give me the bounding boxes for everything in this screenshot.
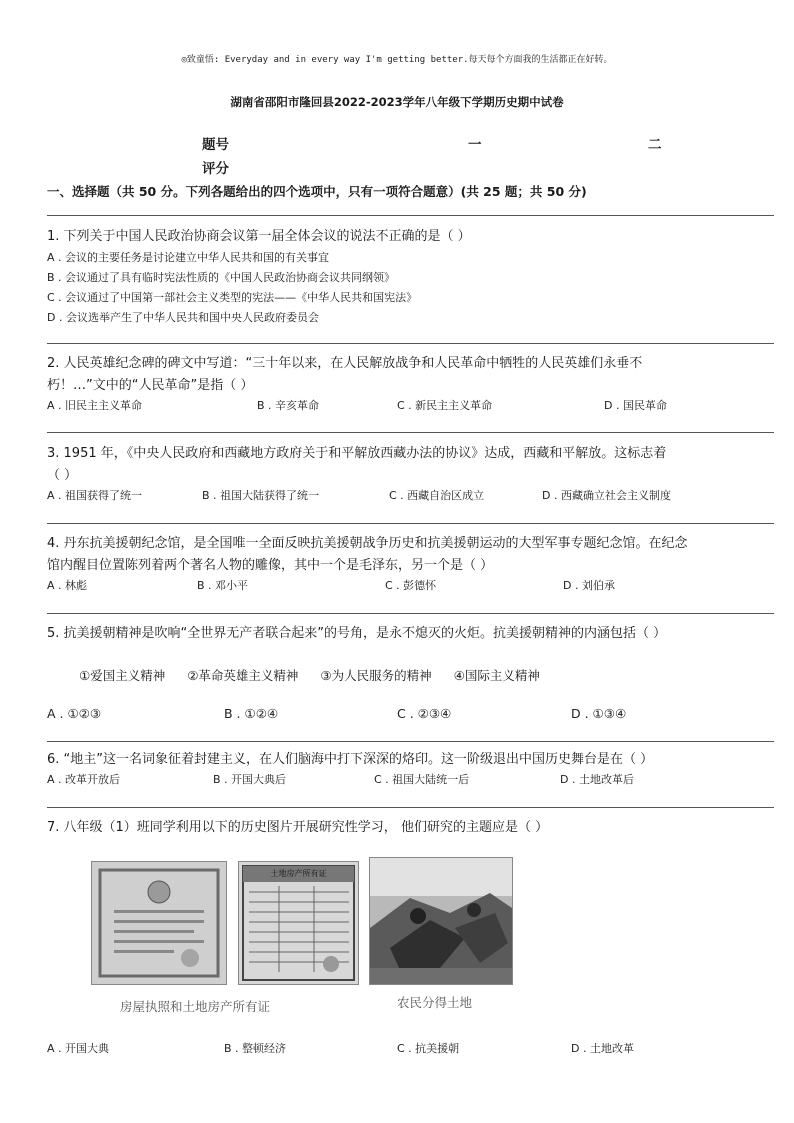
option-a[interactable]: A . ①②③ (47, 706, 102, 721)
options-row (47, 577, 774, 597)
question-stem: 5. 抗美援朝精神是吹响“全世界无产者联合起来”的号角，是永不熄灭的火炬。抗美援朝精神的内涵包括（ ） (47, 626, 667, 641)
option-a[interactable]: A . 改革开放后 (47, 773, 121, 786)
statement-4: ④国际主义精神 (453, 668, 540, 683)
score-col-1: 一 (468, 137, 482, 153)
options-row (47, 487, 774, 507)
question-5 (47, 623, 774, 645)
farmers-photo (369, 857, 513, 985)
statement-1: ①爱国主义精神 (79, 668, 166, 683)
option-b[interactable]: B . 祖国大陆获得了统一 (202, 489, 320, 502)
question-stem-line-2: （ ） (47, 468, 78, 483)
options-row (47, 397, 774, 417)
option-b[interactable]: B . 辛亥革命 (257, 399, 320, 412)
option-b[interactable]: B . 整顿经济 (224, 1042, 287, 1055)
question-6 (47, 749, 774, 791)
option-c[interactable]: C . 抗美援朝 (397, 1042, 460, 1055)
house-license-photo (91, 861, 227, 985)
divider (47, 343, 774, 344)
question-stem-line-1: 3. 1951 年，《中央人民政府和西藏地方政府关于和平解放西藏办法的协议》达成，西藏和平解放。这标志着 (47, 446, 667, 461)
option-d[interactable]: D . 会议选举产生了中华人民共和国中央人民政府委员会 (47, 311, 319, 324)
divider (47, 807, 774, 808)
question-7-options (47, 1040, 774, 1060)
question-stem-line-2: 朽！…”文中的“人民革命”是指（ ） (47, 378, 254, 393)
option-c[interactable]: C . 西藏自治区成立 (389, 489, 485, 502)
option-c[interactable]: C . 新民主主义革命 (397, 399, 493, 412)
question-stem-line-1: 4. 丹东抗美援朝纪念馆，是全国唯一全面反映抗美援朝战争历史和抗美援朝运动的大型军事专题纪念馆。在纪念 (47, 536, 688, 551)
divider (47, 613, 774, 614)
option-d[interactable]: D . 刘伯承 (563, 579, 615, 592)
question-stem: 6. “地主”这一名词象征着封建主义，在人们脑海中打下深深的烙印。这一阶级退出中国历史舞台是在（ ） (47, 752, 654, 767)
question-4 (47, 533, 774, 597)
divider (47, 741, 774, 742)
question-2 (47, 353, 774, 417)
question-stem: 1. 下列关于中国人民政治协商会议第一届全体会议的说法不正确的是（ ） (47, 229, 471, 244)
option-d[interactable]: D . 土地改革 (571, 1042, 634, 1055)
options-row (47, 1040, 774, 1060)
statement-2: ②革命英雄主义精神 (187, 668, 299, 683)
divider (47, 215, 774, 216)
divider (47, 432, 774, 433)
land-certificate-image (239, 862, 358, 984)
option-c[interactable]: C . 祖国大陆统一后 (374, 773, 470, 786)
option-d[interactable]: D . ①③④ (571, 706, 627, 721)
score-table (202, 133, 682, 175)
score-col-2: 二 (648, 137, 662, 153)
option-b[interactable]: B . 邓小平 (197, 579, 249, 592)
option-a[interactable]: A . 会议的主要任务是讨论建立中华人民共和国的有关事宜 (47, 251, 330, 264)
option-a[interactable]: A . 林彪 (47, 579, 88, 592)
option-b[interactable]: B . 开国大典后 (213, 773, 287, 786)
option-b[interactable]: B . 会议通过了具有临时宪法性质的《中国人民政治协商会议共同纲领》 (47, 271, 396, 284)
statement-list (79, 666, 558, 684)
option-c[interactable]: C . ②③④ (397, 706, 452, 721)
caption-farmers: 农民分得土地 (397, 995, 473, 1010)
options-row (47, 706, 774, 726)
farmers-image (370, 858, 512, 984)
section-heading: 一、选择题（共 50 分。下列各题给出的四个选项中，只有一项符合题意）(共 25 题；共 50 分) (47, 184, 587, 199)
divider (47, 523, 774, 524)
option-d[interactable]: D . 西藏确立社会主义制度 (542, 489, 671, 502)
option-c[interactable]: C . 彭德怀 (385, 579, 437, 592)
option-c[interactable]: C . 会议通过了中国第一部社会主义类型的宪法——《中华人民共和国宪法》 (47, 291, 418, 304)
caption-house-license: 房屋执照和土地房产所有证 (120, 999, 271, 1014)
page-title: 湖南省邵阳市隆回县2022-2023学年八年级下学期历史期中试卷 (230, 95, 564, 109)
question-1 (47, 226, 774, 328)
option-d[interactable]: D . 国民革命 (604, 399, 667, 412)
question-7 (47, 817, 774, 839)
option-a[interactable]: A . 旧民主主义革命 (47, 399, 143, 412)
option-b[interactable]: B . ①②④ (224, 706, 279, 721)
option-d[interactable]: D . 土地改革后 (560, 773, 634, 786)
certificate-title: 土地房产所有证 (270, 869, 327, 878)
question-5-options (47, 706, 774, 726)
question-stem: 7. 八年级（1）班同学利用以下的历史图片开展研究性学习， 他们研究的主题应是（ ） (47, 820, 549, 835)
question-3 (47, 443, 774, 507)
house-license-image (92, 862, 226, 984)
question-stem-line-1: 2. 人民英雄纪念碑的碑文中写道：“三十年以来，在人民解放战争和人民革命中牺牲的人民英雄们永垂不 (47, 356, 643, 371)
option-a[interactable]: A . 祖国获得了统一 (47, 489, 143, 502)
options-row (47, 771, 774, 791)
score-label-score: 评分 (202, 161, 229, 177)
score-label-number: 题号 (202, 137, 229, 153)
land-certificate-photo (238, 861, 359, 985)
question-stem-line-2: 馆内醒目位置陈列着两个著名人物的雕像，其中一个是毛泽东，另一个是（ ） (47, 558, 494, 573)
statement-3: ③为人民服务的精神 (320, 668, 432, 683)
motto-line: ◎致童悟: Everyday and in every way I'm getting better.每天每个方面我的生活都正在好转。 (181, 55, 613, 65)
option-a[interactable]: A . 开国大典 (47, 1042, 110, 1055)
